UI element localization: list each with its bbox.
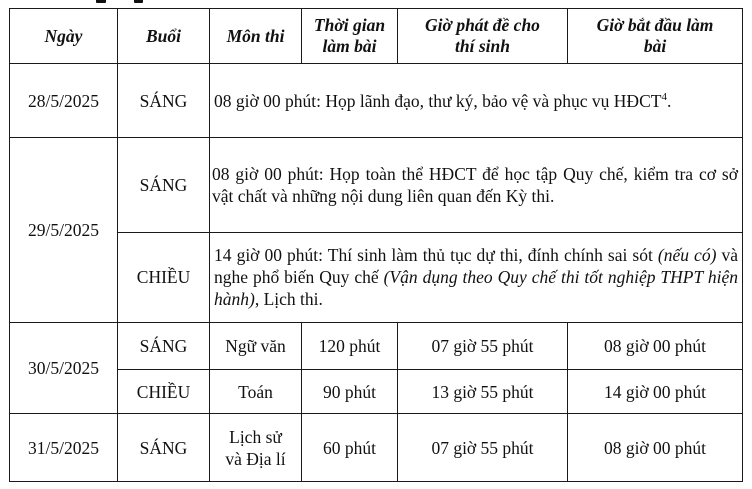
meeting-note-cell: 08 giờ 00 phút: Họp toàn thể HĐCT để học tập Quy chế, kiểm tra cơ sở vật chất và những nội dung liên quan đến Kỳ thi. [210, 138, 743, 232]
table-row [10, 138, 743, 232]
meeting-note-cell: 08 giờ 00 phút: Họp lãnh đạo, thư ký, bảo vệ và phục vụ HĐCT$^4$. [210, 64, 743, 138]
header-date: Ngày [10, 9, 118, 64]
subject-cell: Ngữ văn [210, 322, 302, 369]
session-cell: CHIỀU [118, 232, 210, 322]
paper-time-cell: 07 giờ 55 phút [398, 322, 568, 369]
cropped-text-fragment [0, 0, 160, 6]
duration-cell: 60 phút [302, 414, 398, 482]
header-session: Buổi [118, 9, 210, 64]
session-cell: SÁNG [118, 322, 210, 369]
session-cell: SÁNG [118, 64, 210, 138]
date-cell: 30/5/2025 [10, 322, 118, 413]
session-cell: CHIỀU [118, 370, 210, 414]
session-cell: SÁNG [118, 138, 210, 232]
session-cell: SÁNG [118, 414, 210, 482]
paper-time-cell: 07 giờ 55 phút [398, 414, 568, 482]
duration-cell: 90 phút [302, 370, 398, 414]
date-cell: 28/5/2025 [10, 64, 118, 138]
subject-cell: Lịch sử và Địa lí [210, 414, 302, 482]
paper-time-cell: 13 giờ 55 phút [398, 370, 568, 414]
table-row [10, 322, 743, 369]
table-row [10, 414, 743, 482]
procedure-note-cell: 14 giờ 00 phút: Thí sinh làm thủ tục dự thi, đính chính sai sót (nếu có) và nghe phổ biến Quy chế (Vận dụng theo Quy chế thi tốt nghiệp THPT hiện hành), Lịch thi. [210, 232, 743, 322]
header-start-time: Giờ bắt đầu làm bài [568, 9, 743, 64]
date-cell: 31/5/2025 [10, 414, 118, 482]
start-time-cell: 08 giờ 00 phút [568, 414, 743, 482]
table-row [10, 64, 743, 138]
header-duration: Thời gian làm bài [302, 9, 398, 64]
table-row [10, 232, 743, 322]
subject-cell: Toán [210, 370, 302, 414]
header-paper-time: Giờ phát đề cho thí sinh [398, 9, 568, 64]
start-time-cell: 14 giờ 00 phút [568, 370, 743, 414]
exam-schedule-table [9, 8, 743, 482]
header-subject: Môn thi [210, 9, 302, 64]
start-time-cell: 08 giờ 00 phút [568, 322, 743, 369]
table-row [10, 370, 743, 414]
header-row [10, 9, 743, 64]
duration-cell: 120 phút [302, 322, 398, 369]
date-cell: 29/5/2025 [10, 138, 118, 323]
